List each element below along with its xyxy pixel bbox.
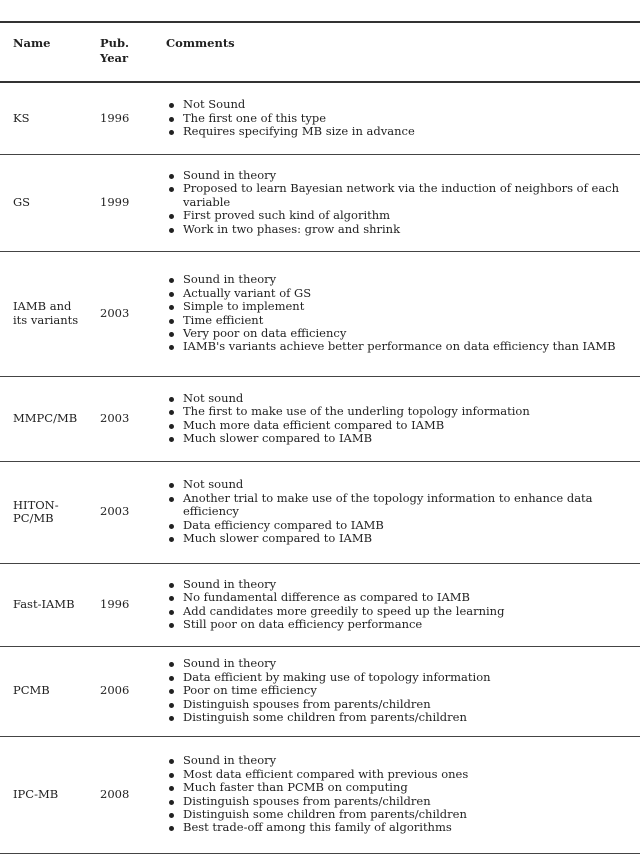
algorithm-name-text: GS (13, 194, 31, 209)
table-row (0, 646, 640, 736)
comment-item: Time efficient (183, 314, 632, 327)
pub-year: 2008 (100, 786, 130, 801)
algorithm-name (0, 251, 100, 376)
comment-item: Distinguish spouses from parents/children (183, 795, 632, 808)
algorithm-name-text: HITON-PC/MB (13, 497, 59, 525)
comment-item: First proved such kind of algorithm (183, 209, 632, 222)
comments-list (166, 657, 632, 724)
comments-cell (166, 563, 640, 646)
comment-item: Proposed to learn Bayesian network via the induction of neighbors of each variable (183, 182, 632, 209)
comment-item: Sound in theory (183, 754, 632, 767)
comment-item: Sound in theory (183, 273, 632, 286)
algorithm-name (0, 563, 100, 646)
comment-item: Data efficiency compared to IAMB (183, 519, 632, 532)
comment-item: Much slower compared to IAMB (183, 432, 632, 445)
table-row (0, 251, 640, 376)
comment-item: Much more data efficient compared to IAMB (183, 419, 632, 432)
pub-year: 2003 (100, 305, 130, 320)
comment-item: Most data efficient compared with previous ones (183, 768, 632, 781)
comment-item: Add candidates more greedily to speed up the learning (183, 605, 632, 618)
pub-year: 1999 (100, 194, 130, 209)
comments-cell (166, 376, 640, 461)
comment-item: Sound in theory (183, 657, 632, 670)
algorithm-name-text: IAMB and its variants (13, 299, 79, 327)
comments-cell (166, 83, 640, 154)
comment-item: Distinguish some children from parents/children (183, 711, 632, 724)
comments-cell (166, 736, 640, 853)
comment-item: IAMB's variants achieve better performance on data efficiency than IAMB (183, 340, 632, 353)
comment-item: Distinguish spouses from parents/children (183, 698, 632, 711)
table-row (0, 563, 640, 646)
algorithm-name-text: KS (13, 110, 30, 125)
top-rule (0, 21, 640, 23)
table-row (0, 376, 640, 461)
comment-item: Very poor on data efficiency (183, 327, 632, 340)
comments-cell (166, 461, 640, 563)
comment-item: Poor on time efficiency (183, 684, 632, 697)
comments-list (166, 392, 632, 446)
comment-item: Simple to implement (183, 300, 632, 313)
comment-item: Requires specifying MB size in advance (183, 125, 632, 138)
algorithm-name (0, 154, 100, 251)
header-name: Name (13, 36, 51, 50)
header-year: Pub. Year (100, 36, 130, 65)
comment-item: Distinguish some children from parents/children (183, 808, 632, 821)
table-header (0, 36, 640, 76)
comments-cell (166, 154, 640, 251)
table-row (0, 154, 640, 251)
comment-item: Not Sound (183, 98, 632, 111)
algorithm-name-text: IPC-MB (13, 786, 59, 801)
algorithm-name-text: MMPC/MB (13, 410, 78, 425)
table-row (0, 83, 640, 154)
table-row (0, 736, 640, 853)
algorithm-name-text: Fast-IAMB (13, 596, 75, 611)
pub-year: 2006 (100, 683, 130, 698)
comments-list (166, 754, 632, 834)
comments-cell (166, 646, 640, 736)
comment-item: The first to make use of the underling topology information (183, 405, 632, 418)
header-comments: Comments (166, 36, 235, 50)
comment-item: The first one of this type (183, 112, 632, 125)
comment-item: Much slower compared to IAMB (183, 532, 632, 545)
pub-year: 1996 (100, 596, 130, 611)
comment-item: Another trial to make use of the topology information to enhance data efficiency (183, 492, 632, 519)
comment-item: Not sound (183, 478, 632, 491)
comments-list (166, 273, 632, 353)
algorithm-name (0, 736, 100, 853)
algorithms-table (0, 83, 640, 854)
comments-cell (166, 251, 640, 376)
comment-item: Data efficient by making use of topology information (183, 671, 632, 684)
comment-item: Work in two phases: grow and shrink (183, 223, 632, 236)
pub-year: 2003 (100, 410, 130, 425)
comment-item: Not sound (183, 392, 632, 405)
comments-list (166, 578, 632, 632)
comment-item: No fundamental difference as compared to IAMB (183, 591, 632, 604)
algorithm-name (0, 646, 100, 736)
algorithm-name (0, 376, 100, 461)
comments-list (166, 478, 632, 545)
comments-list (166, 169, 632, 236)
comment-item: Sound in theory (183, 578, 632, 591)
comments-list (166, 98, 632, 138)
pub-year: 2003 (100, 504, 130, 519)
comment-item: Actually variant of GS (183, 287, 632, 300)
algorithm-name (0, 83, 100, 154)
pub-year: 1996 (100, 110, 130, 125)
comment-item: Sound in theory (183, 169, 632, 182)
comment-item: Still poor on data efficiency performance (183, 618, 632, 631)
algorithm-name-text: PCMB (13, 683, 50, 698)
comment-item: Much faster than PCMB on computing (183, 781, 632, 794)
algorithm-name (0, 461, 100, 563)
table-row (0, 461, 640, 563)
comment-item: Best trade-off among this family of algorithms (183, 821, 632, 834)
